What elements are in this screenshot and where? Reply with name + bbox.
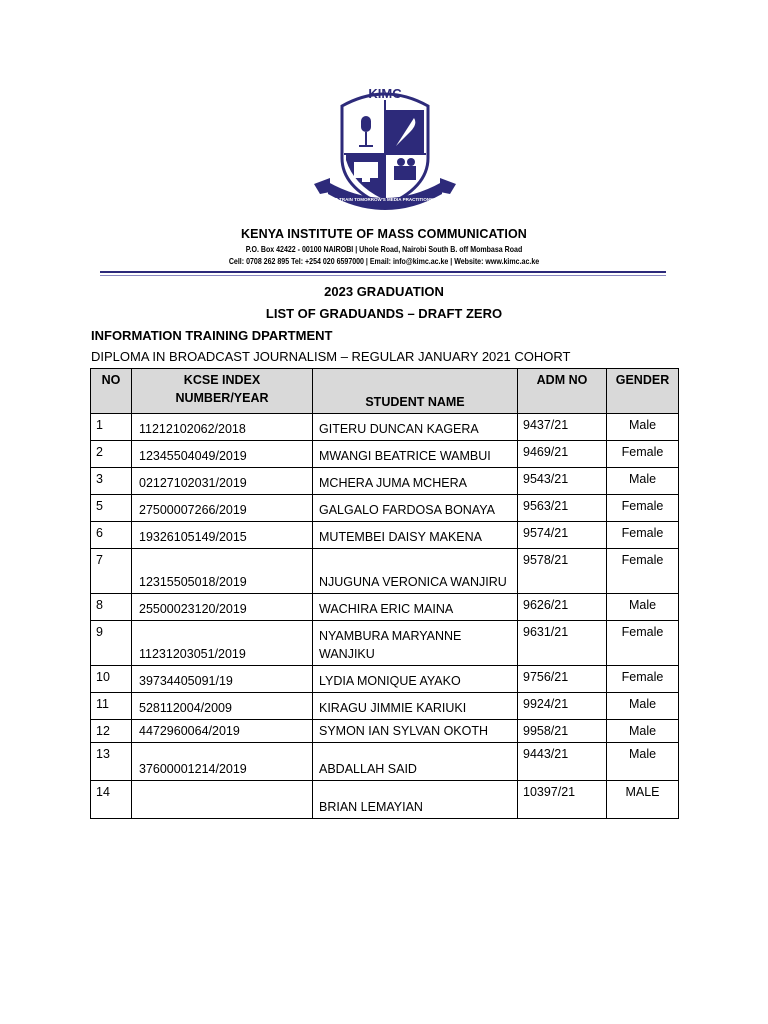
institution-contacts: Cell: 0708 262 895 Tel: +254 020 6597000 | Email: info@kimc.ac.ke | Website: www.kimc.ac.ke [228,257,540,266]
kimc-logo [310,88,460,220]
row-adm-no: 9578/21 [518,549,607,594]
row-student-name: MCHERA JUMA MCHERA [313,468,518,495]
row-student-name: MWANGI BEATRICE WAMBUI [313,441,518,468]
row-gender: Female [607,549,679,594]
row-gender: Male [607,743,679,781]
row-kcse-index: 27500007266/2019 [132,495,313,522]
row-no: 10 [91,666,132,693]
row-adm-no: 9958/21 [518,720,607,743]
row-kcse-index: 02127102031/2019 [132,468,313,495]
row-student-name: NYAMBURA MARYANNE WANJIKU [313,621,518,666]
document-subtitle: LIST OF GRADUANDS – DRAFT ZERO [265,306,503,321]
row-no: 8 [91,594,132,621]
svg-text:WE TRAIN TOMORROW'S MEDIA PRAC: WE TRAIN TOMORROW'S MEDIA PRACTITIONERS [330,197,440,202]
row-no: 2 [91,441,132,468]
row-adm-no: 9924/21 [518,693,607,720]
row-no: 11 [91,693,132,720]
table-row [91,414,679,441]
row-adm-no: 9626/21 [518,594,607,621]
row-kcse-index: 25500023120/2019 [132,594,313,621]
row-gender: Female [607,441,679,468]
row-gender: Female [607,522,679,549]
row-student-name: BRIAN LEMAYIAN [313,781,518,819]
document-title: 2023 GRADUATION [324,284,444,299]
row-gender: Male [607,693,679,720]
table-row [91,522,679,549]
row-no: 9 [91,621,132,666]
row-kcse-index: 37600001214/2019 [132,743,313,781]
row-no: 14 [91,781,132,819]
row-no: 12 [91,720,132,743]
row-kcse-index: 11231203051/2019 [132,621,313,666]
row-gender: Female [607,495,679,522]
table-row [91,468,679,495]
row-adm-no: 9437/21 [518,414,607,441]
column-header-kcse-index: KCSE INDEX NUMBER/YEAR [132,369,313,414]
row-no: 5 [91,495,132,522]
institution-name: KENYA INSTITUTE OF MASS COMMUNICATION [241,227,527,241]
row-kcse-index: 12345504049/2019 [132,441,313,468]
row-adm-no: 9631/21 [518,621,607,666]
table-row [91,495,679,522]
row-kcse-index [132,781,313,819]
row-student-name: MUTEMBEI DAISY MAKENA [313,522,518,549]
table-row [91,549,679,594]
row-student-name: ABDALLAH SAID [313,743,518,781]
row-adm-no: 9756/21 [518,666,607,693]
row-no: 7 [91,549,132,594]
row-gender: Male [607,720,679,743]
column-header-student-name: STUDENT NAME [313,369,518,414]
row-student-name: LYDIA MONIQUE AYAKO [313,666,518,693]
row-kcse-index: 528112004/2009 [132,693,313,720]
graduands-table [90,368,679,819]
row-adm-no: 9574/21 [518,522,607,549]
row-no: 13 [91,743,132,781]
column-header-no: NO [91,369,132,414]
column-header-adm-no: ADM NO [518,369,607,414]
table-row [91,743,679,781]
row-kcse-index: 4472960064/2019 [132,720,313,743]
row-gender: Male [607,468,679,495]
row-adm-no: 9469/21 [518,441,607,468]
row-student-name: SYMON IAN SYLVAN OKOTH [313,720,518,743]
row-no: 3 [91,468,132,495]
row-kcse-index: 11212102062/2018 [132,414,313,441]
row-student-name: WACHIRA ERIC MAINA [313,594,518,621]
row-adm-no: 9443/21 [518,743,607,781]
row-gender: MALE [607,781,679,819]
row-no: 6 [91,522,132,549]
row-kcse-index: 12315505018/2019 [132,549,313,594]
table-row [91,693,679,720]
table-row [91,441,679,468]
institution-address: P.O. Box 42422 - 00100 NAIROBI | Uhole Road, Nairobi South B. off Mombasa Road [245,245,523,254]
header-divider [100,271,666,276]
row-student-name: NJUGUNA VERONICA WANJIRU [313,549,518,594]
row-adm-no: 9543/21 [518,468,607,495]
row-gender: Male [607,414,679,441]
table-row [91,781,679,819]
table-row [91,594,679,621]
table-row [91,720,679,743]
row-kcse-index: 39734405091/19 [132,666,313,693]
row-gender: Female [607,621,679,666]
row-gender: Male [607,594,679,621]
row-student-name: GITERU DUNCAN KAGERA [313,414,518,441]
svg-text:KIMC: KIMC [368,88,402,101]
department-heading: INFORMATION TRAINING DPARTMENT [91,328,333,343]
row-kcse-index: 19326105149/2015 [132,522,313,549]
row-no: 1 [91,414,132,441]
row-student-name: KIRAGU JIMMIE KARIUKI [313,693,518,720]
table-row [91,621,679,666]
row-gender: Female [607,666,679,693]
programme-heading: DIPLOMA IN BROADCAST JOURNALISM – REGULAR JANUARY 2021 COHORT [91,349,571,364]
column-header-gender: GENDER [607,369,679,414]
row-adm-no: 10397/21 [518,781,607,819]
row-student-name: GALGALO FARDOSA BONAYA [313,495,518,522]
row-adm-no: 9563/21 [518,495,607,522]
table-row [91,666,679,693]
